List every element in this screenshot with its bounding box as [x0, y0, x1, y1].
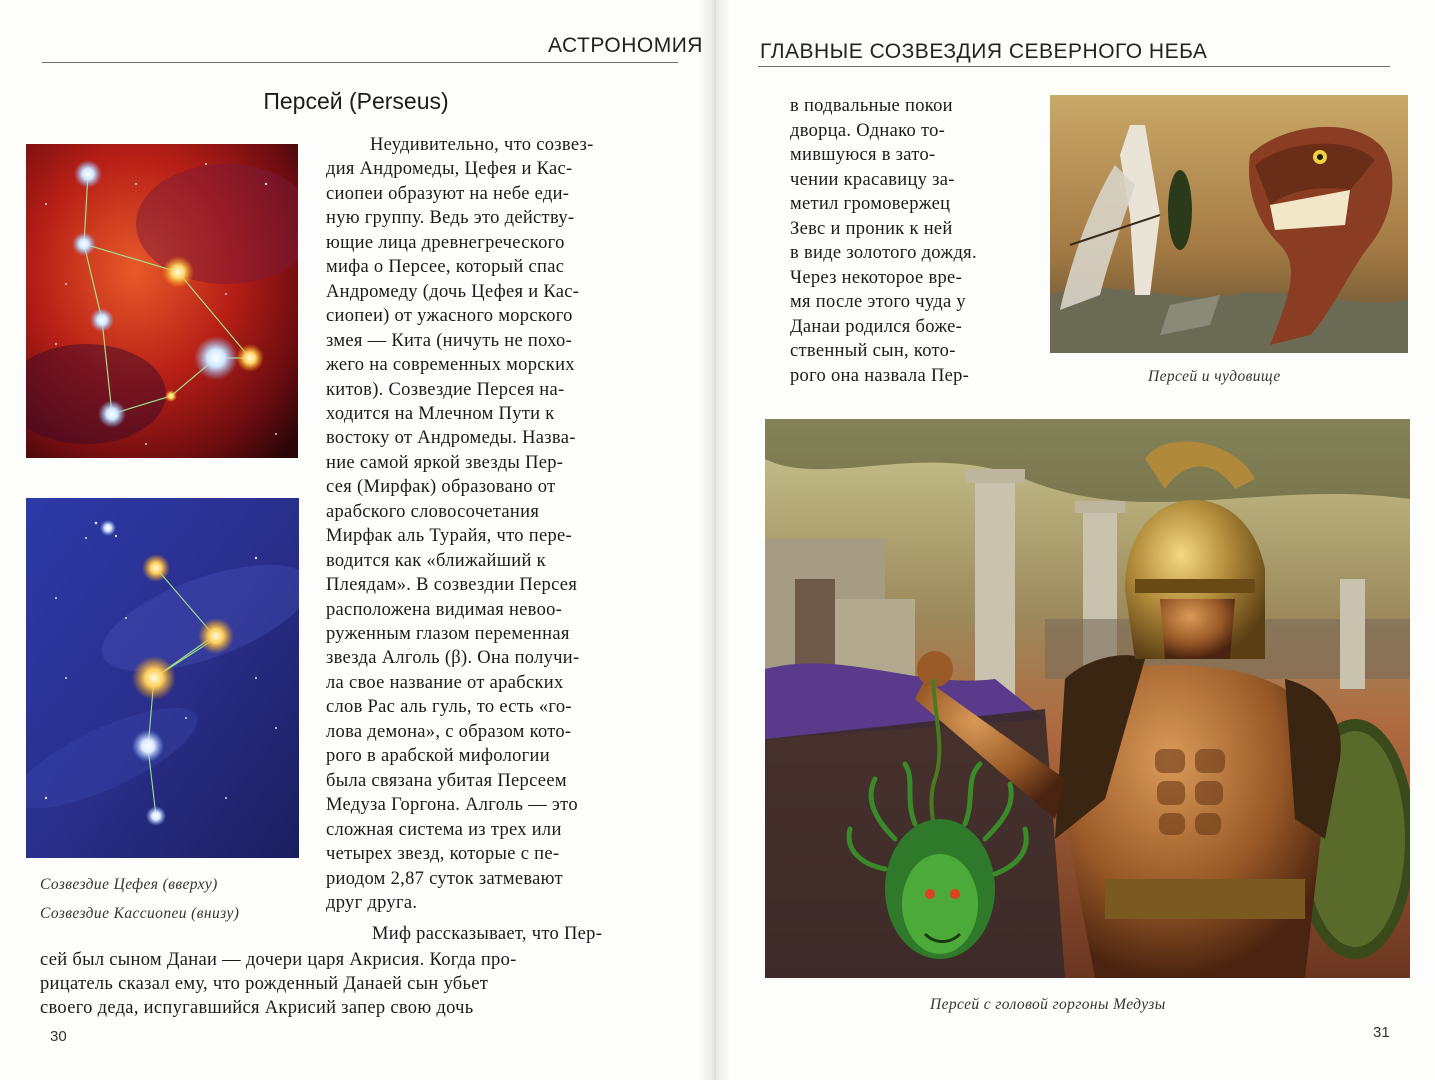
body-text-line: ходится на Млечном Пути к — [326, 403, 555, 424]
caption-perseus-monster: Персей и чудовище — [1148, 368, 1281, 385]
right-header-rule — [758, 66, 1390, 67]
body-text-line: ную группу. Ведь это действу- — [326, 208, 575, 229]
perseus-monster-image — [1050, 95, 1408, 353]
body-text-line: четырех звезд, которые с пе- — [326, 844, 560, 865]
body-text-line: руженным глазом переменная — [326, 624, 570, 644]
body-text-line: водится как «ближайший к — [326, 550, 546, 571]
body-text-line: слов Рас аль гуль, то есть «го- — [326, 697, 572, 718]
body-text-line: мившуюся в зато- — [790, 145, 936, 165]
page-number-left: 30 — [50, 1028, 67, 1045]
body-text-line: мифа о Персее, который спас — [326, 257, 565, 278]
body-text-line: арабского словосочетания — [326, 501, 540, 522]
body-text-line: Плеядам». В созвездии Персея — [326, 575, 578, 596]
body-text-line: змея — Кита (ничуть не похо- — [326, 330, 573, 351]
book-gutter — [700, 0, 730, 1080]
body-text-line: китов). Созвездие Персея на- — [326, 379, 565, 400]
cepheus-constellation-image — [26, 144, 298, 458]
body-text-line: востоку от Андромеды. Назва- — [326, 428, 576, 449]
body-text-line: ние самой яркой звезды Пер- — [326, 452, 564, 473]
body-text-line: ющие лица древнегреческого — [326, 232, 565, 253]
body-text-line: своего деда, испугавшийся Акрисий запер свою дочь — [40, 998, 474, 1018]
body-text-line: ственный сын, кото- — [790, 341, 956, 361]
body-text-line: лова демона», с образом кото- — [326, 721, 572, 742]
body-text-line: Андромеду (дочь Цефея и Кас- — [326, 281, 580, 302]
body-text-line: сея (Мирфак) образовано от — [326, 477, 556, 498]
body-text-line: сиопеи) от ужасного морского — [326, 306, 573, 327]
body-text-line: жего на современных морских — [326, 355, 575, 376]
body-text-line: сей был сыном Данаи — дочери царя Акрисия. Когда про- — [40, 950, 517, 970]
body-text-line: чении красавицу за- — [790, 169, 955, 190]
body-text-line: рого в арабской мифологии — [326, 746, 550, 767]
body-text-line: рицатель сказал ему, что рожденный Данаей сын убьет — [40, 974, 489, 994]
cassiopeia-constellation-image — [26, 498, 299, 858]
caption-cassiopeia: Созвездие Кассиопеи (внизу) — [40, 905, 240, 922]
left-header-rule — [42, 62, 678, 63]
body-text-line: Зевс и проник к ней — [790, 218, 953, 239]
body-text-line: сложная система из трех или — [326, 819, 562, 840]
body-text-line: Миф рассказывает, что Пер- — [372, 924, 603, 944]
body-text-line: в подвальные покои — [790, 96, 953, 116]
body-text-line: Неудивительно, что созвез- — [370, 135, 594, 155]
body-text-line: Данаи родился боже- — [790, 316, 963, 337]
body-text-line: в виде золотого дождя. — [790, 243, 977, 263]
caption-perseus-medusa: Персей с головой горгоны Медузы — [930, 996, 1166, 1013]
body-text-line: мя после этого чуда у — [790, 292, 966, 312]
body-text-line: сиопеи образуют на небе еди- — [326, 183, 570, 204]
right-running-head: ГЛАВНЫЕ СОЗВЕЗДИЯ СЕВЕРНОГО НЕБА — [760, 40, 1208, 63]
body-text-line: друг друга. — [326, 892, 418, 913]
body-text-line: риодом 2,87 суток затмевают — [326, 868, 563, 889]
left-running-head: АСТРОНОМИЯ — [548, 34, 703, 57]
page-number-right: 31 — [1373, 1024, 1390, 1041]
caption-cepheus: Созвездие Цефея (вверху) — [40, 876, 218, 893]
body-text-line: была связана убитая Персеем — [326, 770, 567, 791]
body-text-line: рого она назвала Пер- — [790, 365, 970, 386]
body-text-line: дворца. Однако то- — [790, 120, 946, 141]
body-text-line: метил громовержец — [790, 194, 951, 214]
section-title: Персей (Perseus) — [263, 88, 449, 114]
perseus-medusa-image — [765, 419, 1410, 978]
body-text-line: Медуза Горгона. Алголь — это — [326, 795, 578, 816]
body-text-line: Мирфак аль Турайя, что пере- — [326, 526, 572, 547]
body-text-line: расположена видимая невоо- — [326, 599, 563, 620]
body-text-line: ла свое название от арабских — [326, 672, 564, 693]
body-text-line: Через некоторое вре- — [790, 267, 963, 288]
body-text-line: звезда Алголь (β). Она получи- — [326, 648, 580, 669]
body-text-line: дия Андромеды, Цефея и Кас- — [326, 159, 573, 180]
